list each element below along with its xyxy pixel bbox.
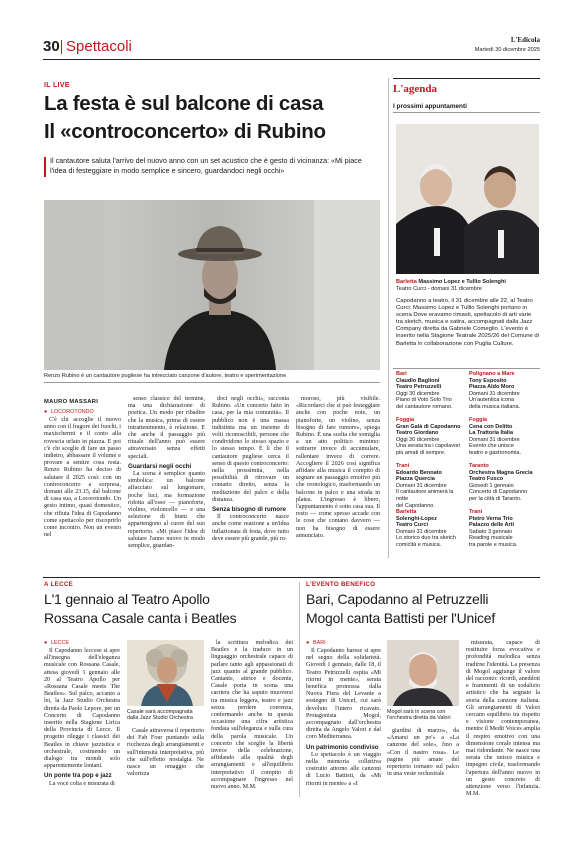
agenda-item-title: Cena con Delitto <box>469 423 513 430</box>
photo-elderly-lyricist <box>387 640 459 706</box>
paragraph: Il Capodanno leccese si apre all'insegna dell'eleganza musicale con Rossana Casale, attesa giovedì 1 gennaio alle 20 al Teatro Apollo per «Rossana Casale meets The Beatles». Sul palco, accanto a lei, la Jazz Studio Orchestra diretta da Paolo Lepore, per un Concerto di Capodanno inserito nella Stagione Lirica della Provincia di Lecce. Il progetto rilegge i classici dei Beatles in chiave jazzistica e orchestrale, costruendo un dialogo tra mondi solo apparentemente lontani. <box>44 648 120 770</box>
paragraph: la scrittura melodica dei Beatles e la traduce in un linguaggio orchestrale capace di parlare tanto agli appassionati di jazz quanto al grande pubblico. Cantante, attrice e docente, Casale porta in scena una carriera che ha saputo muoversi tra musica leggera, teatro e jazz senza perdere coerenza, confermando anche in questa occasione una cifra artistica fondata sull'eleganza e sulla cura della parola musicale. Un concerto che sceglie la libertà invece della celebrazione, affidando alla qualità degli arrangiamenti e all'equilibrio interpretativo il compito di accompagnare l'ingresso nel nuovo anno. M.M. <box>211 640 293 791</box>
main-headline-line2: Il «controconcerto» di Rubino <box>44 120 326 143</box>
agenda-item-city: Trani <box>396 463 410 469</box>
agenda-item-title: Gran Galà di Capodanno <box>396 423 461 430</box>
paragraph: moroso, più visibile. «Ricordarci che si può festeggiare anche con poche note, un pianoforte, un violino, senza bisogno di fare rumore», spiega Rubino. È una scelta che somiglia a un atto politico minimo: sottrarre invece di accumulare, rallentare invece di correre. Accogliere il 2026 così significa affidare alla musica il compito di segnare un passaggio emotivo più che cronologico, trasformando un balcone in palco e una strada in platea. L'ingresso è libero, l'appuntamento è sotto casa sua. Il resto — come spesso accade con le cose che contano davvero — non ha bisogno di essere annunciato. <box>296 396 380 539</box>
paragraph: giardini di marzo», da «Amarsi un po'» a «La canzone del sole», fino a «Con il nastro rosa». Le pagine più amate del repertorio tornano sul palco in una veste orchestrale <box>387 728 459 778</box>
paragraph: senso classico del termine, ma una dichiarazione di poetica. Un modo per ribadire che la musica, prima di essere intrattenimento, è relazione. E che anche il passaggio più rituale dell'anno può essere attraversato senza effetti speciali. <box>128 396 205 460</box>
article-place: LOCOROTONDO <box>51 409 94 415</box>
caption-names: Massimo Lopez e Tullio Solenghi <box>418 279 506 285</box>
paragraph: C'è chi accoglie il nuovo anno con il fragore dei fuochi, i maxischermi e il conto alla rovescia urlato in piazza. E poi c'è chi sceglie di fare un passo indietro, abbassare il volume e provare a sentire cosa resta. Renzo Rubino ha deciso di salutare il 2025 così: con un controconcerto a sorpresa, domani alle 23.15, dal balcone di casa sua, a Locorotondo. Un gesto intimo, quasi domestico, che rifiuta l'idea di Capodanno come spettacolo per riscoprirlo come incontro. Non un evento nel <box>44 417 121 539</box>
agenda-item-line: Giovedì 1 gennaio <box>469 482 514 489</box>
bari-photo <box>387 640 459 706</box>
subheading: Guardarsi negli occhi <box>128 462 192 470</box>
paragraph: doci negli occhi», racconta Rubino. «Un concerto fatto in casa, per la mia comunità». Il pubblico non è una massa indistinta ma un insieme di volti riconoscibili, persone che condividono lo stesso spazio e lo stesso tempo. È lì che il cantautore pugliese cerca il senso di questo controconcerto: nella prossimità, nella possibilità di ritrovare un contatto diretto, senza la mediazione del palco e della distanza. <box>212 396 289 503</box>
agenda-item <box>396 463 466 509</box>
agenda-item <box>469 509 540 549</box>
agenda-subtitle: I prossimi appuntamenti <box>393 103 467 110</box>
caption-rule <box>44 382 380 383</box>
agenda-item-line: della musica italiana. <box>469 403 521 410</box>
agenda-item-line: del Capodanno. <box>396 502 435 509</box>
bari-headline-line2: Mogol canta Battisti per l'Unicef <box>306 610 496 626</box>
subheading: Un ponte tra pop e jazz <box>44 772 112 780</box>
agenda-item <box>469 417 540 457</box>
agenda-item-title: Edoardo Bennato <box>396 469 442 476</box>
bottom-divider <box>299 582 300 797</box>
paragraph: La voce colta e misurata di <box>49 780 115 787</box>
agenda-item-title: Solenghi-Lopez <box>396 515 437 522</box>
article-author: MAURO MASSARI <box>44 399 99 405</box>
agenda-item-line: Reading musicale <box>469 535 513 542</box>
agenda-item-city: Foggia <box>396 417 415 423</box>
bari-column-1 <box>306 648 381 789</box>
main-kicker: IL LIVE <box>44 82 70 89</box>
lecce-headline-line2: Rossana Casale canta i Beatles <box>44 610 237 626</box>
main-photo-caption: Renzo Rubino è un cantautore pugliese ha intrecciato canzone d'autore, teatro e sperimentazione <box>44 373 287 379</box>
agenda-sub-rule <box>393 112 540 113</box>
main-column-4 <box>296 396 380 541</box>
lecce-photo-caption: Casale sarà accompagnata dalla Jazz Studio Orchestra <box>127 709 193 722</box>
agenda-item-line: comicità e musica. <box>396 541 442 548</box>
lecce-column-3 <box>211 640 293 792</box>
bari-column-2 <box>387 728 459 779</box>
bari-headline-line1: Bari, Capodanno al Petruzzelli <box>306 591 489 607</box>
agenda-item-city: Bari <box>396 371 407 377</box>
bottom-section-rule <box>43 577 540 578</box>
agenda-item <box>469 463 540 503</box>
agenda-top-rule <box>393 78 540 79</box>
main-column-2 <box>128 396 205 551</box>
header-rule <box>43 59 540 60</box>
agenda-item-venue: Teatro Giordano <box>396 430 439 437</box>
photo-singer-curly-hair <box>127 640 204 706</box>
agenda-item-line: Domani 31 dicembre <box>396 482 447 489</box>
agenda-item-line: Concerto di Capodanno <box>469 489 528 496</box>
agenda-item-line: Lo storico duo tra sketch <box>396 535 456 542</box>
issue-date: Martedì 30 dicembre 2025 <box>474 47 540 53</box>
main-column-1 <box>44 417 121 540</box>
agenda-item-venue: Teatro Curci <box>396 522 428 529</box>
lecce-place: LECCE <box>51 640 69 646</box>
masthead: L'Edicola <box>510 36 540 44</box>
lecce-photo <box>127 640 204 706</box>
photo-two-comedians <box>396 124 539 274</box>
agenda-item-title: Tony Esposito <box>469 377 507 384</box>
agenda-item <box>396 417 466 457</box>
agenda-divider <box>388 78 389 558</box>
lecce-headline-line1: L'1 gennaio al Teatro Apollo <box>44 591 210 607</box>
lecce-column-1 <box>44 648 120 789</box>
place-marker-icon: ● <box>44 640 48 646</box>
agenda-item-venue: Piazza Aldo Moro <box>469 384 515 391</box>
agenda-photo <box>396 124 539 274</box>
paragraph: Il Capodanno barese si apre nel segno della solidarietà. Giovedì 1 gennaio, dalle 18, il Teatro Petruzzelli ospita «Mi ritorni in mente», serata benefica promossa dalla Nuova Fiera del Levante a sostegno di Unicef, cui sarà devoluto l'intero ricavato. Protagonista Mogol, accompagnato dall'orchestra diretta da Angelo Valori e dal coro Mediterranea. <box>306 648 381 741</box>
agenda-item-line: per la città di Taranto. <box>469 495 522 502</box>
agenda-item-line: Domani 31 dicembre <box>469 436 520 443</box>
agenda-item-line: Oggi 30 dicembre <box>396 390 440 397</box>
paragraph: Casale attraversa il repertorio dei Fab Four puntando sulla ricchezza degli arrangiamenti e sull'intensità interpretativa, più che sull'effetto nostalgia. Ne nasce un omaggio che valorizza <box>127 728 204 778</box>
bari-kicker: L'EVENTO BENEFICO <box>306 581 376 588</box>
agenda-item-line: Sabato 3 gennaio <box>469 528 513 535</box>
agenda-item-venue: Teatro Fusco <box>469 476 504 483</box>
agenda-item-line: del cantautore romano. <box>396 403 453 410</box>
agenda-item-line: Evento che unisce <box>469 443 514 450</box>
place-marker-icon: ● <box>306 640 310 646</box>
agenda-item <box>469 371 540 411</box>
agenda-item-line: teatro e gastronomia. <box>469 449 521 456</box>
agenda-item-city: Trani <box>469 509 483 515</box>
agenda-title: L'agenda <box>393 83 438 95</box>
standfirst-bar <box>44 157 46 177</box>
agenda-item-venue: La Trattoria Italia <box>469 430 514 437</box>
subheading: Senza bisogno di rumore <box>212 506 286 514</box>
lecce-column-2 <box>127 728 204 779</box>
agenda-item-line: più amati di sempre. <box>396 449 446 456</box>
section-divider <box>61 40 62 54</box>
main-headline-line1: La festa è sul balcone di casa <box>44 92 324 115</box>
agenda-item <box>396 371 466 411</box>
lecce-kicker: A LECCE <box>44 581 74 588</box>
agenda-text: Capodanno a teatro, il 31 dicembre alle 22, al Teatro Curci: Massimo Lopez e Tullio Solenghi portano in scena Dove eravamo rimasti, spettacolo di arti varie tra sketch, musica e satira, accompagnati dalla Jazz Company diretta da Gabriele Comeglio. L'evento è inserito nella Stagione Teatrale 2025/26 del Comune di Barletta in collaborazione con Puglia Culture. <box>396 298 539 347</box>
caption-city: Barletta <box>396 279 417 285</box>
bari-place: BARI <box>313 640 326 646</box>
agenda-item-city: Polignano a Mare <box>469 371 515 377</box>
paragraph: Lo spettacolo è un viaggio nella memoria collettiva costruito attorno alle canzoni di Lucio Battisti, da «Mi ritorni in mente» a «I <box>306 751 381 787</box>
agenda-item-city: Barletta <box>396 509 417 515</box>
agenda-item-venue: Palazzo delle Arti <box>469 522 515 529</box>
agenda-item-line: Domani 31 dicembre <box>469 390 520 397</box>
agenda-item-line: Piano di Voto Solo Trio <box>396 397 452 404</box>
photo-artist-with-hat <box>44 200 380 370</box>
place-marker-icon: ● <box>44 409 48 415</box>
main-column-3 <box>212 396 289 544</box>
section-name: Spettacoli <box>66 38 132 55</box>
agenda-item-venue: Piazza Quercia <box>396 476 435 483</box>
agenda-item-line: Un'autentica icona <box>469 397 515 404</box>
page-number: 30 <box>43 38 60 55</box>
bari-column-3 <box>466 640 540 799</box>
paragraph: Il controconcerto nasce anche come reazione a un'idea inflazionata di festa, dove tutto deve essere più grande, più ru- <box>212 514 289 542</box>
agenda-item-title: Orchestra Magna Grecia <box>469 469 533 476</box>
main-photo <box>44 200 380 370</box>
paragraph: La scena è semplice quanto simbolica: un balcone affacciato sul lungomare, poche luci, ma formazione ridotta all'osso — pianoforte, violino, violoncello — e una selezione di brani che appartengono al cuore del suo repertorio. «Mi piace l'idea di salutare l'anno nuovo in modo semplice, guardan- <box>128 471 205 550</box>
agenda-item-line: Il cantautore animerà la notte <box>396 489 454 502</box>
agenda-item <box>396 509 466 549</box>
main-standfirst: Il cantautore saluta l'arrivo del nuovo anno con un set acustico che è gesto di vicinanza: «Mi piace l'idea di festeggiare in modo semplice e sincero, guardandoci negli occhi» <box>50 156 362 175</box>
agenda-item-line: Domani 31 dicembre <box>396 528 447 535</box>
agenda-item-line: Una serata tra i capolavori <box>396 443 461 450</box>
agenda-item-title: Claudio Baglioni <box>396 377 440 384</box>
agenda-photo-caption <box>396 279 539 292</box>
agenda-item-line: tra parole e musica. <box>469 541 518 548</box>
agenda-item-line: Oggi 30 dicembre <box>396 436 440 443</box>
agenda-item-city: Foggia <box>469 417 488 423</box>
bari-photo-caption: Mogol sarà in scena con l'orchestra diretta da Valori <box>387 709 451 722</box>
agenda-grid-rule <box>393 368 540 369</box>
agenda-item-venue: Teatro Petruzzelli <box>396 384 442 391</box>
paragraph: misurata, capace di restituire forza evocativa e profondità melodica senza tradirne l'identità. La presenza di Mogol aggiunge il valore del racconto: ricordi, aneddoti e frammenti di un sodalizio artistico che ha segnato la storia della canzone italiana. Gli arrangiamenti di Valori cercano equilibrio tra rispetto e visione contemporanea, mentre il Medit Voices amplia il respiro emotivo con una dimensione corale intensa ma mai ridondante. Ne nasce una serata che unisce musica e impegno civile, trasformando l'apertura dell'anno nuovo in un gesto concreto di attenzione verso l'infanzia. M.M. <box>466 640 540 798</box>
agenda-item-city: Taranto <box>469 463 489 469</box>
caption-venue: Teatro Curci - domani 31 dicembre <box>396 285 482 292</box>
subheading: Un patrimonio condiviso <box>306 743 379 751</box>
agenda-item-title: Pietro Verna Trio <box>469 515 513 522</box>
